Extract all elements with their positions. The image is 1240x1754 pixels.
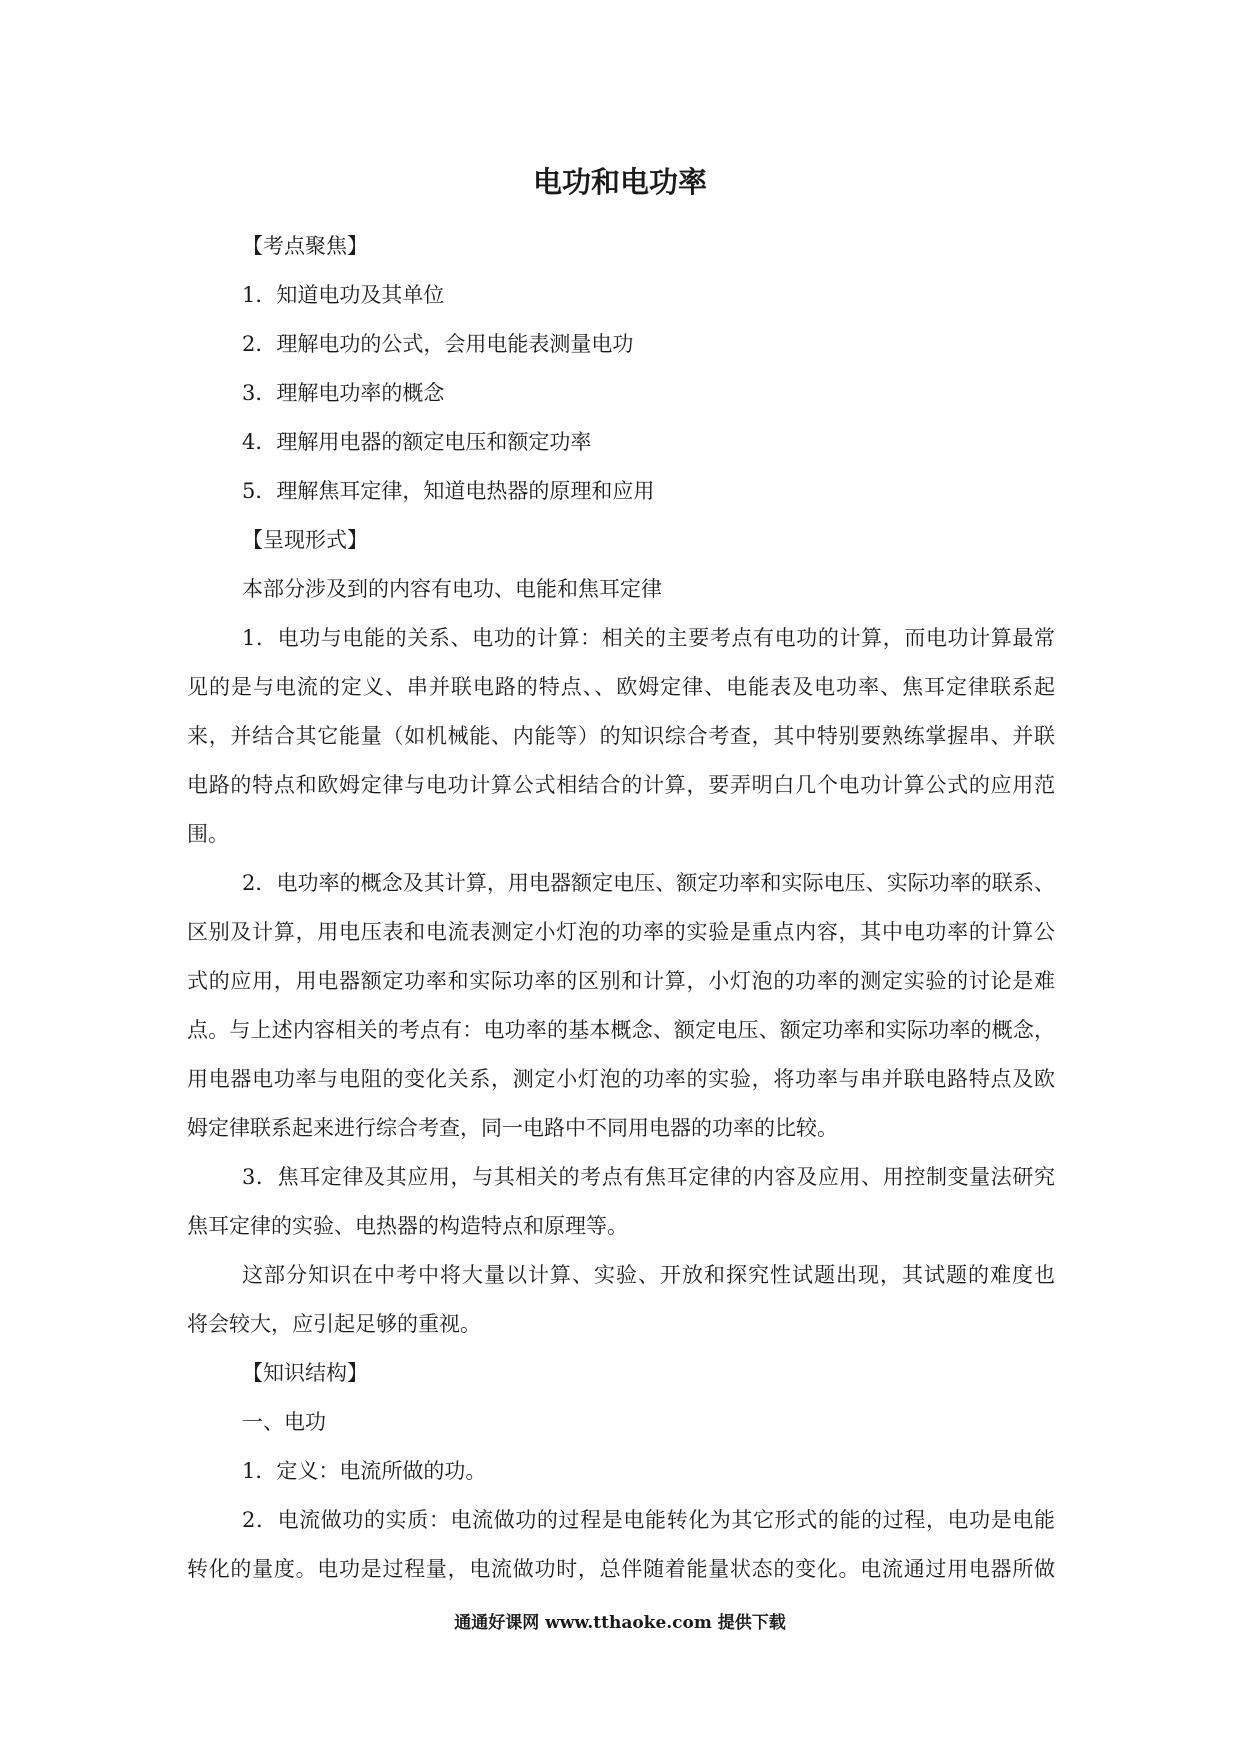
section-heading-focus: 【考点聚焦】 (242, 234, 368, 258)
focus-item: 5．理解焦耳定律，知道电热器的原理和应用 (242, 479, 655, 503)
paragraph-line: 2．电流做功的实质：电流做功的过程是电能转化为其它形式的能的过程，电功是电能 (242, 1508, 1055, 1532)
paragraph-line: 用电器电功率与电阻的变化关系，测定小灯泡的功率的实验，将功率与串并联电路特点及欧 (187, 1067, 1055, 1091)
page-title: 电功和电功率 (532, 165, 707, 199)
paragraph-line: 式的应用，用电器额定功率和实际功率的区别和计算，小灯泡的功率的测定实验的讨论是难 (187, 969, 1055, 993)
paragraph-line: 围。 (187, 822, 229, 846)
paragraph-line: 2．电功率的概念及其计算，用电器额定电压、额定功率和实际电压、实际功率的联系、 (242, 871, 1055, 895)
subsection-heading: 一、电功 (242, 1410, 326, 1434)
paragraph-line: 转化的量度。电功是过程量，电流做功时，总伴随着能量状态的变化。电流通过用电器所做 (187, 1557, 1055, 1581)
paragraph-line: 姆定律联系起来进行综合考查，同一电路中不同用电器的功率的比较。 (187, 1116, 838, 1140)
form-intro: 本部分涉及到的内容有电功、电能和焦耳定律 (242, 577, 662, 601)
paragraph-line: 见的是与电流的定义、串并联电路的特点、、欧姆定律、电能表及电功率、焦耳定律联系起 (187, 675, 1055, 699)
focus-item: 2．理解电功的公式，会用电能表测量电功 (242, 332, 634, 356)
paragraph-line: 3．焦耳定律及其应用，与其相关的考点有焦耳定律的内容及应用、用控制变量法研究 (242, 1165, 1055, 1189)
section-heading-form: 【呈现形式】 (242, 528, 368, 552)
focus-item: 3．理解电功率的概念 (242, 381, 445, 405)
paragraph-line: 电路的特点和欧姆定律与电功计算公式相结合的计算，要弄明白几个电功计算公式的应用范 (187, 773, 1055, 797)
paragraph-line: 1．电功与电能的关系、电功的计算：相关的主要考点有电功的计算，而电功计算最常 (242, 626, 1055, 650)
paragraph-line: 焦耳定律的实验、电热器的构造特点和原理等。 (187, 1214, 628, 1238)
page-footer: 通通好课网 www.tthaoke.com 提供下载 (454, 1613, 786, 1633)
paragraph-line: 区别及计算，用电压表和电流表测定小灯泡的功率的实验是重点内容，其中电功率的计算公 (187, 920, 1055, 944)
document-body (187, 222, 1055, 1594)
paragraph-line: 点。与上述内容相关的考点有：电功率的基本概念、额定电压、额定功率和实际功率的概念， (187, 1018, 1055, 1042)
paragraph-line: 将会较大，应引起足够的重视。 (187, 1312, 481, 1336)
focus-item: 4．理解用电器的额定电压和额定功率 (242, 430, 592, 454)
paragraph-line: 来，并结合其它能量（如机械能、内能等）的知识综合考查，其中特别要熟练掌握串、并联 (187, 724, 1055, 748)
paragraph-line: 这部分知识在中考中将大量以计算、实验、开放和探究性试题出现，其试题的难度也 (242, 1263, 1055, 1287)
section-heading-structure: 【知识结构】 (242, 1361, 368, 1385)
definition-line: 1．定义：电流所做的功。 (242, 1459, 487, 1483)
focus-item: 1．知道电功及其单位 (242, 283, 445, 307)
